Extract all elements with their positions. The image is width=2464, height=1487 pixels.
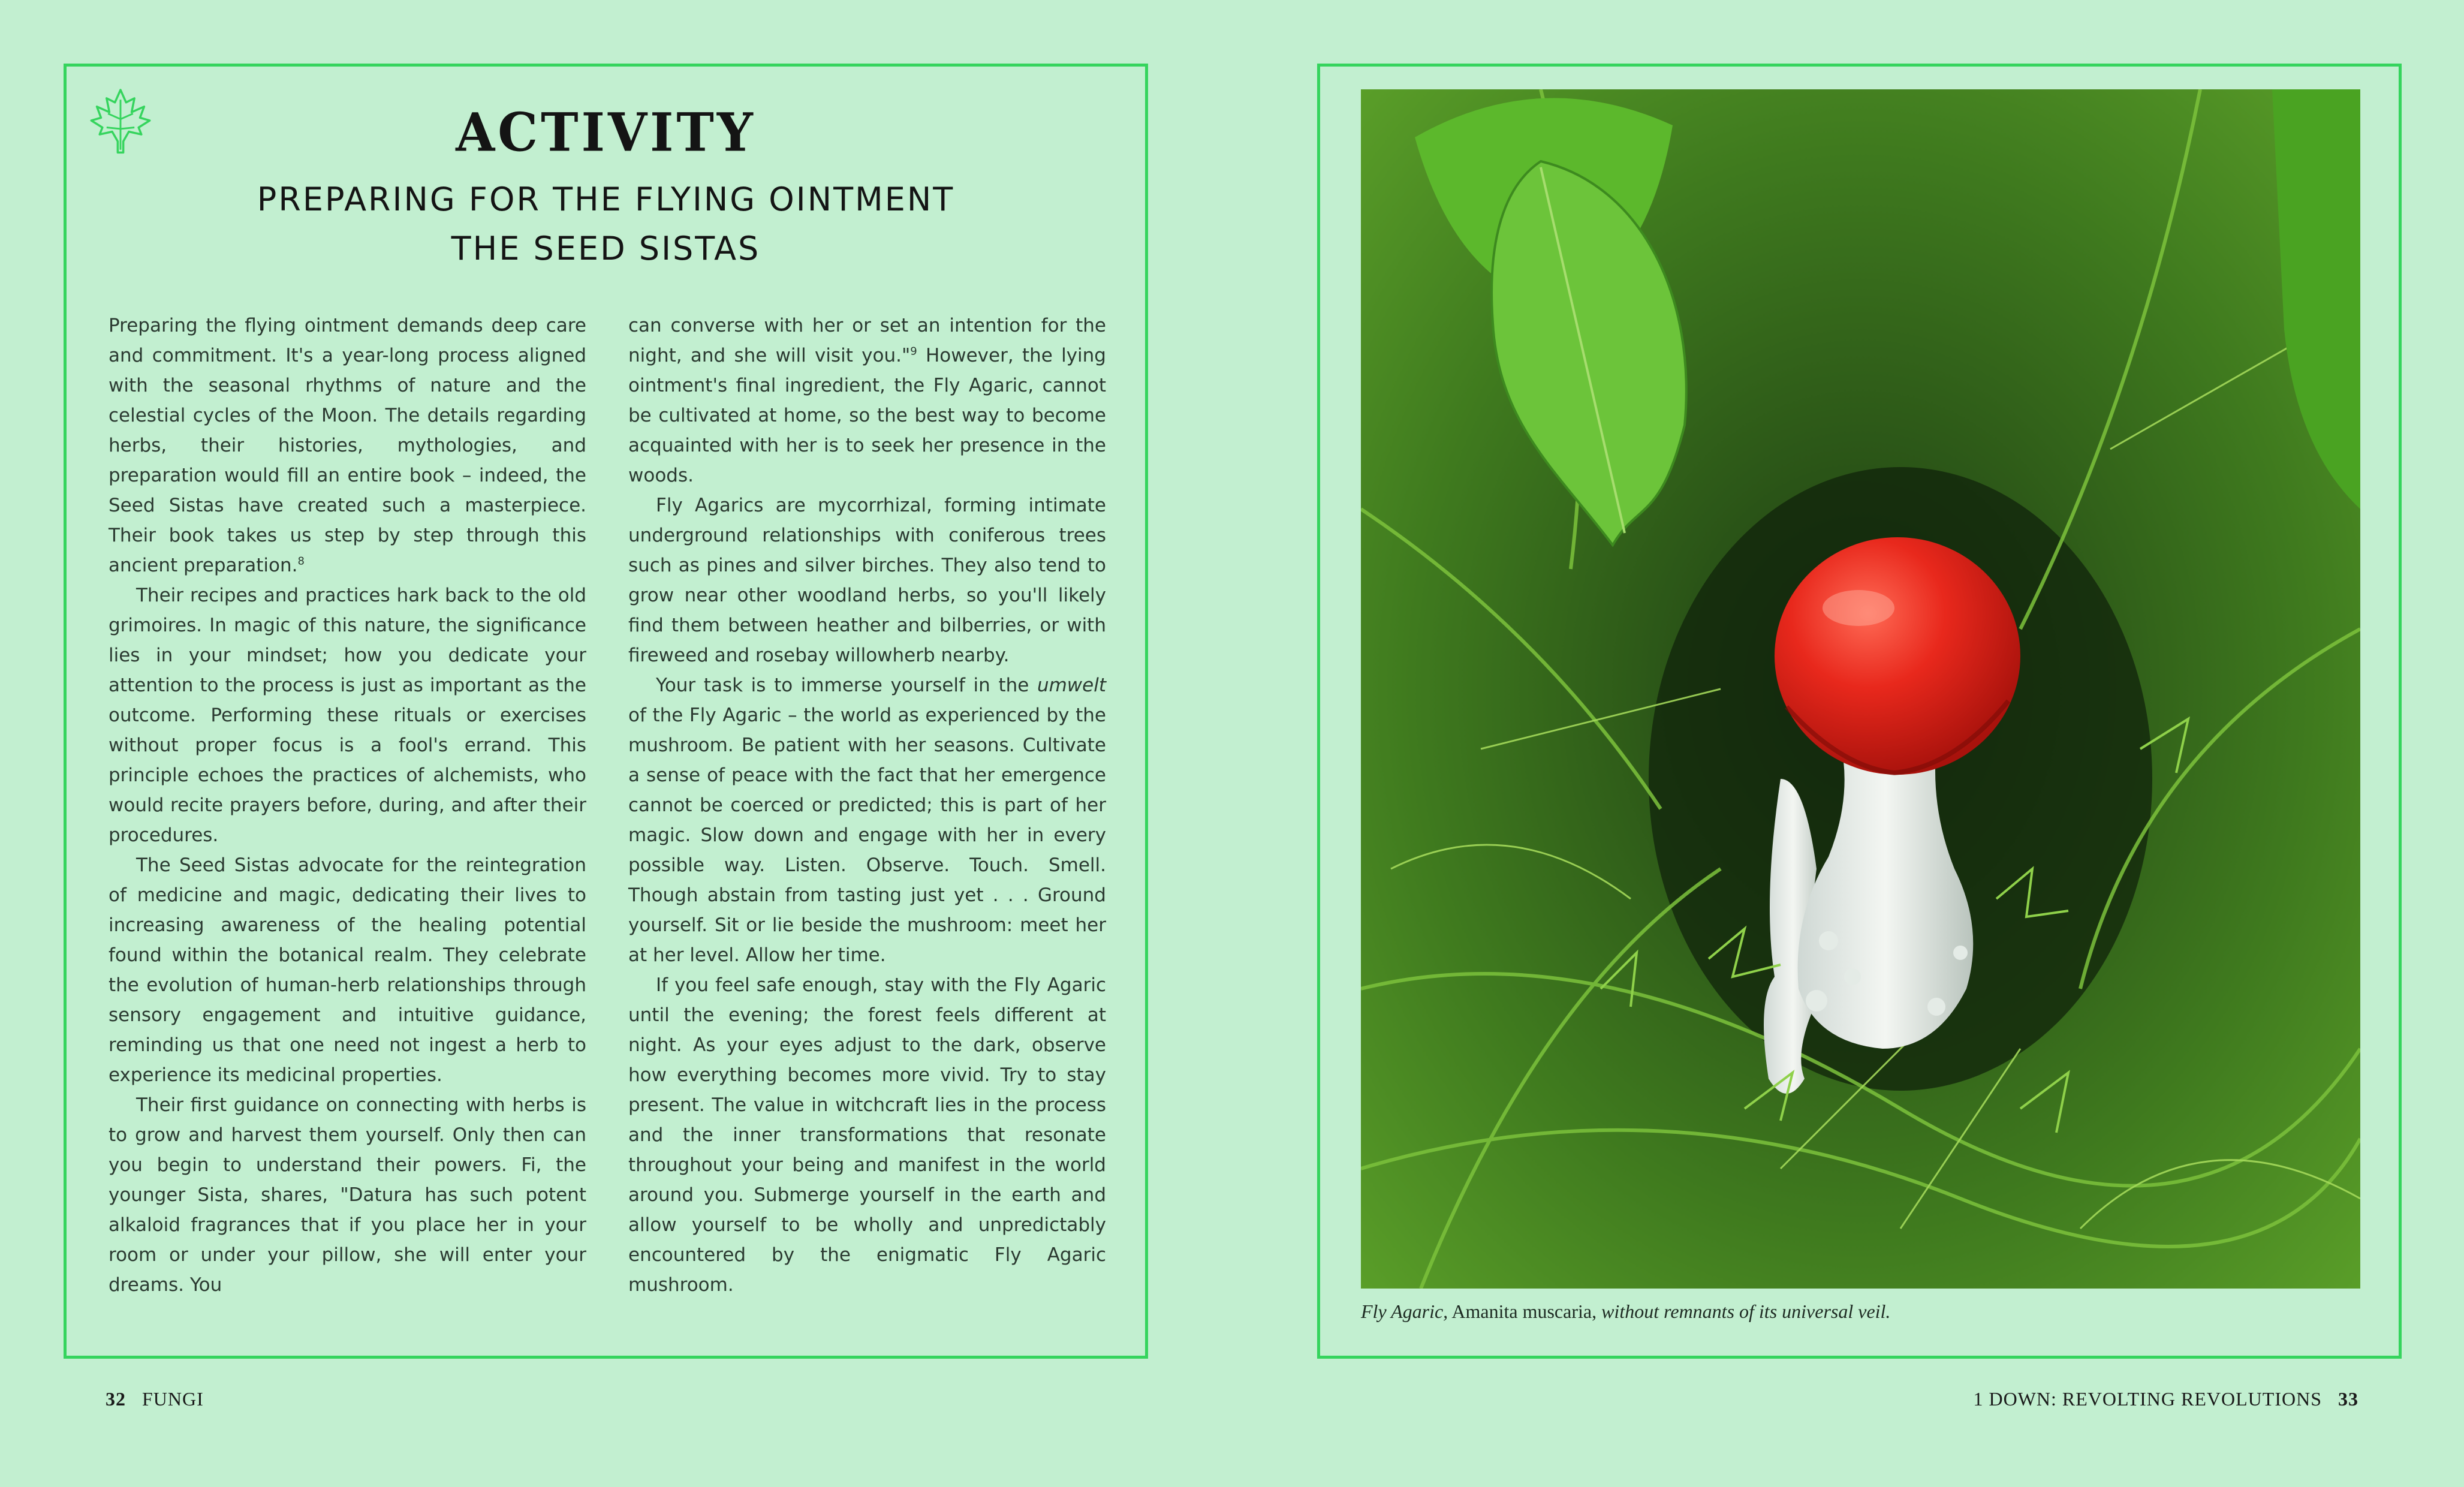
paragraph: Their first guidance on connecting with herbs is to grow and harvest them yourself. Only then can you begin to understand their powers. Fi, the younger Sista, shares, "Datura has such potent alkaloid fragrances that if you place her in your room or under your pillow, she will enter your dreams. You (109, 1094, 586, 1296)
paragraph: can converse with her or set an intention for the night, and she will visit you."$^9$ However, the lying ointment's final ingredient, the Fly Agaric, cannot be cultivated at home, so the best way to become acquainted with her is to seek her presence in the woods. (628, 315, 1106, 486)
paragraph: Preparing the flying ointment demands deep care and commitment. It's a year-long process aligned with the seasonal rhythms of nature and the celestial cycles of the Moon. The details regarding herbs, their histories, mythologies, and preparation would fill an entire book – indeed, the Seed Sistas have created such a masterpiece. Their book takes us step by step through this ancient preparation.$^8$ (109, 315, 586, 576)
text-column-left (109, 311, 586, 1300)
article-subtitle: THE SEED SISTAS (451, 230, 761, 267)
paragraph: Your task is to immerse yourself in the umwelt of the Fly Agaric – the world as experienced by the mushroom. Be patient with her seasons. Cultivate a sense of peace with the fact that her emergence cannot be coerced or predicted; this is part of her magic. Slow down and engage with her in every possible way. Listen. Observe. Touch. Smell. Though abstain from tasting just yet . . . Ground yourself. Sit or lie beside the mushroom: meet her at her level. Allow her time. (628, 675, 1106, 966)
paragraph: Fly Agarics are mycorrhizal, forming intimate underground relationships with coniferous trees such as pines and silver birches. They also tend to grow near other woodland herbs, so you'll likely find them between heather and bilberries, or with fireweed and rosebay willowherb nearby. (628, 495, 1106, 666)
running-head: FUNGI (142, 1388, 204, 1410)
right-page-panel (1317, 64, 2402, 1359)
paragraph: Their recipes and practices hark back to the old grimoires. In magic of this nature, the significance lies in your mindset; how you dedicate your attention to the process is just as important as the outcome. Performing these rituals or exercises without proper focus is a fool's errand. This principle echoes the practices of alchemists, who would recite prayers before, during, and after their procedures. (109, 585, 586, 846)
footer-left (106, 1388, 204, 1410)
footer-right (1973, 1388, 2358, 1410)
running-head: 1 DOWN: REVOLTING REVOLUTIONS (1973, 1388, 2322, 1410)
page-number: 33 (2338, 1388, 2358, 1410)
article-title: PREPARING FOR THE FLYING OINTMENT (257, 180, 955, 218)
photo-caption: Fly Agaric, Amanita muscaria, without remnants of its universal veil. (1361, 1301, 1891, 1322)
page-number: 32 (106, 1388, 126, 1410)
fly-agaric-photo (1361, 89, 2360, 1289)
footnote-ref: 9 (910, 345, 917, 358)
activity-heading: ACTIVITY (456, 101, 756, 164)
left-page-panel (64, 64, 1148, 1359)
paragraph: The Seed Sistas advocate for the reintegration of medicine and magic, dedicating their lives to increasing awareness of the healing potential found within the botanical realm. They celebrate the evolution of human-herb relationships through sensory engagement and intuitive guidance, reminding us that one need not ingest a herb to experience its medicinal properties. (109, 854, 586, 1086)
paragraph: If you feel safe enough, stay with the Fly Agaric until the evening; the forest feels different at night. As your eyes adjust to the dark, observe how everything becomes more vivid. Try to stay present. The value in witchcraft lies in the process and the inner transformations that resonate throughout your being and manifest in the world around you. Submerge yourself in the earth and allow yourself to be wholly and unpredictably encountered by the enigmatic Fly Agaric mushroom. (628, 974, 1106, 1296)
footnote-ref: 8 (297, 555, 305, 568)
text-column-right (628, 311, 1106, 1300)
